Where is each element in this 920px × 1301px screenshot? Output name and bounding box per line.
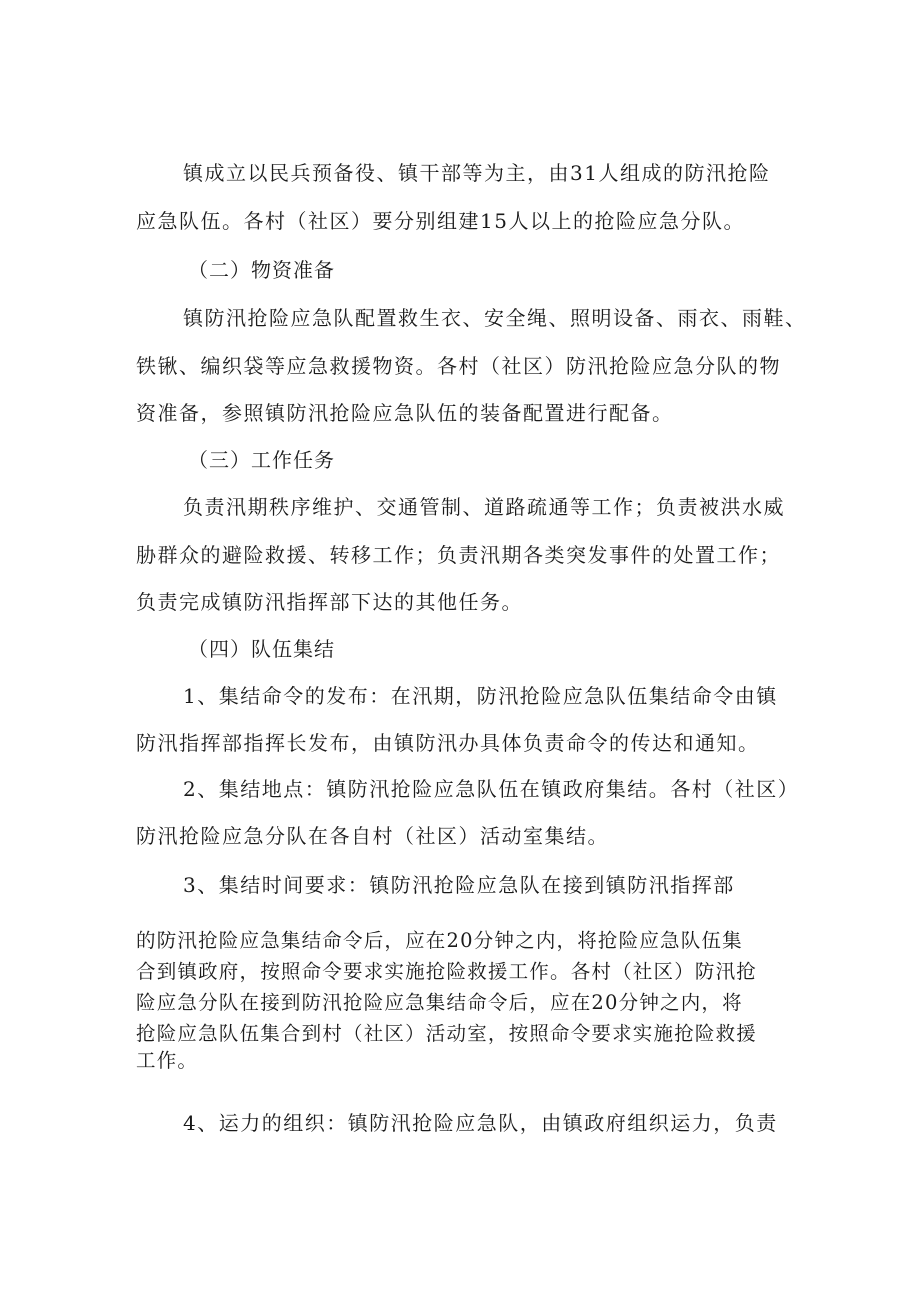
- paragraph-line: 铁锹、编织袋等应急救援物资。各村（社区）防汛抢险应急分队的物: [136, 354, 781, 378]
- paragraph-line: 抢险应急队伍集合到村（社区）活动室，按照命令要求实施抢险救援: [136, 1022, 758, 1045]
- paragraph-line: 3、集结时间要求：镇防汛抢险应急队在接到镇防汛指挥部: [183, 873, 735, 897]
- paragraph-line: 胁群众的避险救援、转移工作；负责汛期各类突发事件的处置工作；: [136, 543, 781, 567]
- paragraph-line: 防汛指挥部指挥长发布，由镇防汛办具体负责命令的传达和通知。: [136, 731, 760, 755]
- paragraph-line: 2、集结地点：镇防汛抢险应急队伍在镇政府集结。各村（社区）: [183, 777, 800, 801]
- paragraph-line: 负责完成镇防汛指挥部下达的其他任务。: [136, 590, 523, 614]
- paragraph-line: 镇防汛抢险应急队配置救生衣、安全绳、照明设备、雨衣、雨鞋、: [183, 306, 807, 330]
- section-heading-tasks: （三）工作任务: [188, 448, 335, 472]
- paragraph-line: 的防汛抢险应急集结命令后，应在20分钟之内，将抢险应急队伍集: [136, 929, 743, 952]
- paragraph-line: 工作。: [136, 1049, 199, 1072]
- paragraph-line: 险应急分队在接到防汛抢险应急集结命令后，应在20分钟之内，将: [136, 991, 743, 1014]
- paragraph-line: 合到镇政府，按照命令要求实施抢险救援工作。各村（社区）防汛抢: [136, 960, 758, 983]
- paragraph-line: 应急队伍。各村（社区）要分别组建15人以上的抢险应急分队。: [136, 209, 745, 233]
- paragraph-line: 4、运力的组织：镇防汛抢险应急队，由镇政府组织运力，负责: [183, 1111, 778, 1135]
- paragraph-line: 镇成立以民兵预备役、镇干部等为主，由31人组成的防汛抢险: [183, 161, 771, 185]
- paragraph-line: 1、集结命令的发布：在汛期，防汛抢险应急队伍集结命令由镇: [183, 684, 778, 708]
- paragraph-line: 防汛抢险应急分队在各自村（社区）活动室集结。: [136, 824, 609, 848]
- paragraph-line: 负责汛期秩序维护、交通管制、道路疏通等工作；负责被洪水威: [183, 495, 785, 519]
- paragraph-line: 资准备，参照镇防汛抢险应急队伍的装备配置进行配备。: [136, 401, 674, 425]
- section-heading-assembly: （四）队伍集结: [188, 637, 335, 661]
- section-heading-materials: （二）物资准备: [188, 258, 335, 282]
